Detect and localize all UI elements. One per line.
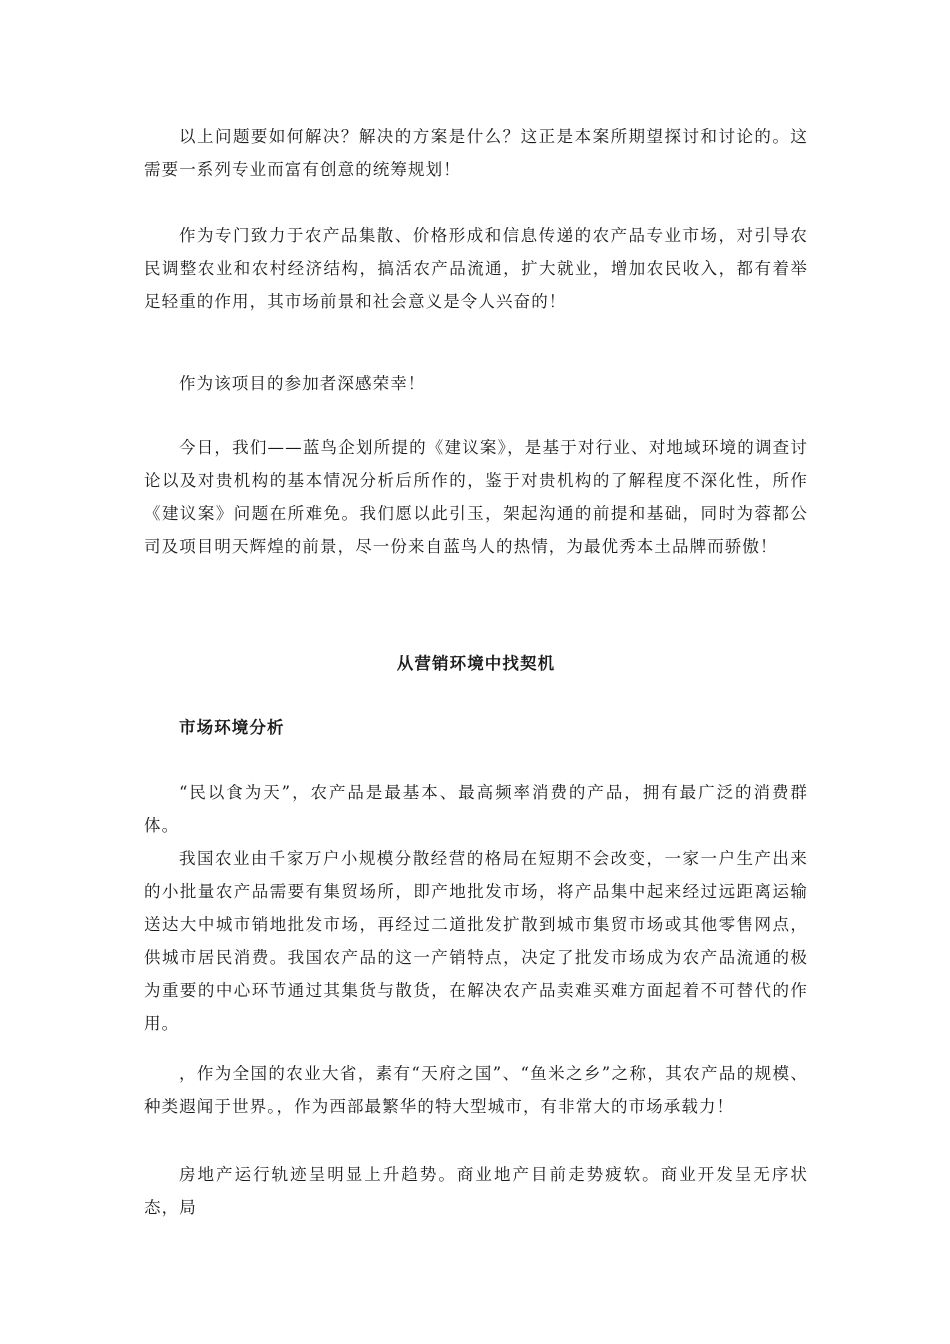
subsection-title: 市场环境分析	[179, 718, 285, 737]
paragraph-real-estate: 房地产运行轨迹呈明显上升趋势。商业地产目前走势疲软。商业开发呈无序状态，局	[144, 1165, 808, 1217]
paragraph-agriculture-distribution: 我国农业由千家万户小规模分散经营的格局在短期不会改变，一家一户生产出来的小批量农产品需要有集贸场所，即产地批发市场，将产品集中起来经过远距离运输送达大中城市销地批发市场，再经过二道批发扩散到城市集贸市场或其他零售网点，供城市居民消费。我国农产品的这一产销特点，决定了批发市场成为农产品流通的极为重要的中心环节通过其集货与散货，在解决农产品卖难买难方面起着不可替代的作用。	[144, 849, 808, 1033]
paragraph-food-consumption: “民以食为天”，农产品是最基本、最高频率消费的产品，拥有最广泛的消费群体。	[144, 783, 808, 835]
paragraph-market-role: 作为专门致力于农产品集散、价格形成和信息传递的农产品专业市场，对引导农民调整农业和农村经济结构，搞活农产品流通，扩大就业，增加农民收入，都有着举足轻重的作用，其市场前景和社会意义是令人兴奋的！	[144, 226, 808, 311]
paragraph-proposal-intro: 今日，我们——蓝鸟企划所提的《建议案》，是基于对行业、对地域环境的调查讨论以及对贵机构的基本情况分析后所作的，鉴于对贵机构的了解程度不深化性，所作《建议案》问题在所难免。我们愿以此引玉，架起沟通的前提和基础，同时为蓉都公司及项目明天辉煌的前景，尽一份来自蓝鸟人的热情，为最优秀本土品牌而骄傲！	[144, 438, 808, 556]
section-title: 从营销环境中找契机	[396, 654, 556, 673]
paragraph-honor: 作为该项目的参加者深感荣幸！	[179, 374, 426, 393]
paragraph-province-market: ，作为全国的农业大省，素有“天府之国”、“鱼米之乡”之称，其农产品的规模、种类遐闻于世界。，作为西部最繁华的特大型城市，有非常大的市场承载力！	[144, 1064, 808, 1116]
paragraph-solution-question: 以上问题要如何解决？解决的方案是什么？这正是本案所期望探讨和讨论的。这需要一系列专业而富有创意的统筹规划！	[144, 127, 808, 179]
